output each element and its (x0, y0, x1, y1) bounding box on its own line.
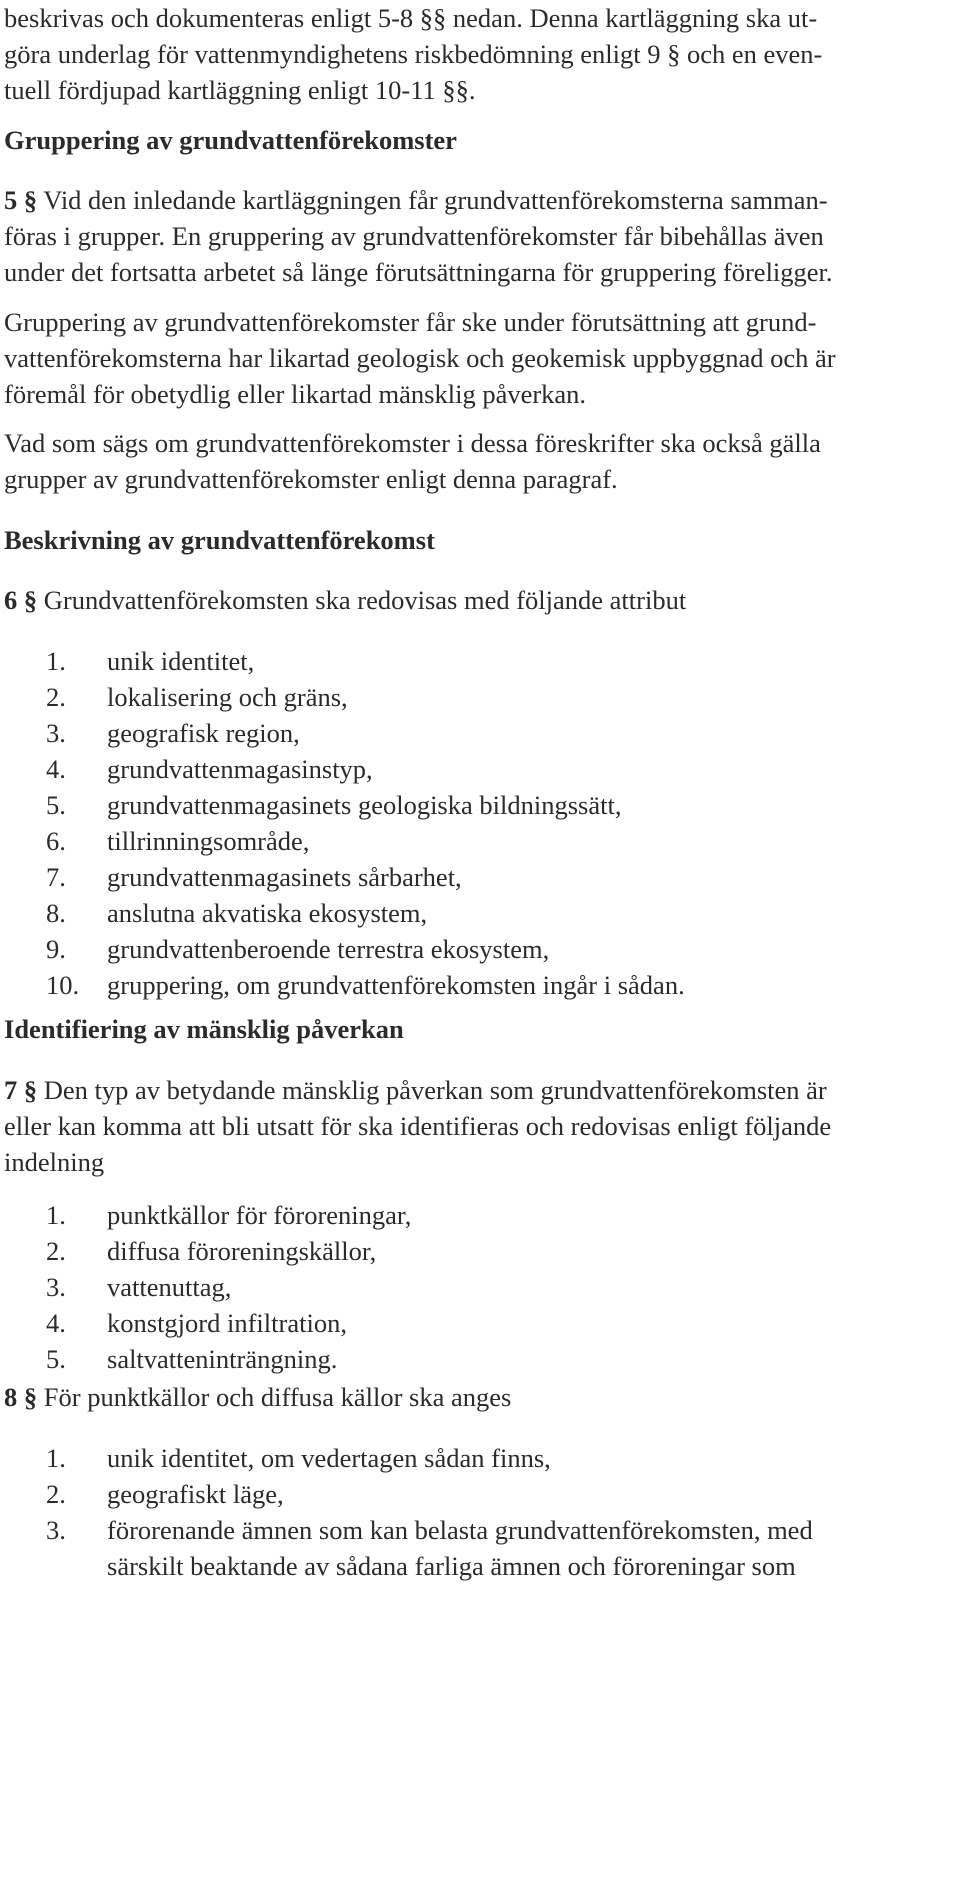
paragraph-5-part-2 (4, 304, 836, 412)
paragraph-number-5: 5 § (4, 185, 38, 215)
impact-list (4, 1197, 411, 1377)
source-list (4, 1440, 813, 1584)
list-item: 4. grundvattenmagasinstyp, (46, 754, 373, 784)
list-item: 6. tillrinningsområde, (46, 826, 310, 856)
paragraph-5-part-2-line-3: föremål för obetydlig eller likartad mänsklig påverkan. (4, 379, 587, 409)
attribute-list (4, 643, 685, 1003)
section-heading-gruppering: Gruppering av grundvattenförekomster (4, 125, 457, 155)
list-item: 1. unik identitet, (46, 646, 255, 676)
list-item: 2. geografiskt läge, (46, 1479, 284, 1509)
list-item: 4. konstgjord infiltration, (46, 1308, 347, 1338)
intro-line-2: göra underlag för vattenmyndighetens riskbedömning enligt 9 § och en even- (4, 39, 823, 69)
paragraph-5-part-3-line-2: grupper av grundvattenförekomster enligt denna paragraf. (4, 464, 618, 494)
paragraph-6-lead: 6 § Grundvattenförekomsten ska redovisas med följande attribut (4, 585, 687, 615)
paragraph-5-part-3-line-1: Vad som sägs om grundvattenförekomster i dessa föreskrifter ska också gälla (4, 428, 821, 458)
list-item: 3. förorenande ämnen som kan belasta grundvattenförekomsten, med (46, 1515, 813, 1545)
list-item: 10. gruppering, om grundvattenförekomsten ingår i sådan. (46, 970, 685, 1000)
list-item: 1. punktkällor för föroreningar, (46, 1200, 412, 1230)
paragraph-5 (4, 182, 833, 290)
list-item: 3. geografisk region, (46, 718, 300, 748)
paragraph-7 (4, 1072, 831, 1180)
list-item: 2. lokalisering och gräns, (46, 682, 348, 712)
paragraph-number-6: 6 § (4, 585, 38, 615)
paragraph-5-line-1: 5 § Vid den inledande kartläggningen får grundvattenförekomsterna samman- (4, 185, 828, 215)
section-heading-beskrivning: Beskrivning av grundvattenförekomst (4, 525, 435, 555)
paragraph-7-line-3: indelning (4, 1147, 105, 1177)
paragraph-7-line-2: eller kan komma att bli utsatt för ska identifieras och redovisas enligt följande (4, 1111, 832, 1141)
list-item: 9. grundvattenberoende terrestra ekosystem, (46, 934, 550, 964)
paragraph-5-line-3: under det fortsatta arbetet så länge förutsättningarna för gruppering föreligger. (4, 257, 833, 287)
list-item: 5. grundvattenmagasinets geologiska bildningssätt, (46, 790, 622, 820)
intro-line-3: tuell fördjupad kartläggning enligt 10-11 §§. (4, 75, 476, 105)
list-item: 5. saltvatteninträngning. (46, 1344, 338, 1374)
list-item: 2. diffusa föroreningskällor, (46, 1236, 377, 1266)
intro-line-1: beskrivas och dokumenteras enligt 5-8 §§ nedan. Denna kartläggning ska ut- (4, 3, 818, 33)
paragraph-number-8: 8 § (4, 1382, 38, 1412)
list-item: 3. vattenuttag, (46, 1272, 232, 1302)
section-heading-identifiering: Identifiering av mänsklig påverkan (4, 1014, 404, 1044)
paragraph-5-part-2-line-2: vattenförekomsterna har likartad geologisk och geokemisk uppbyggnad och är (4, 343, 836, 373)
paragraph-5-part-2-line-1: Gruppering av grundvattenförekomster får ske under förutsättning att grund- (4, 307, 817, 337)
list-item: 7. grundvattenmagasinets sårbarhet, (46, 862, 462, 892)
list-item-continuation: särskilt beaktande av sådana farliga ämnen och föroreningar som (107, 1551, 796, 1581)
paragraph-5-part-3 (4, 425, 821, 497)
paragraph-8-lead: 8 § För punktkällor och diffusa källor ska anges (4, 1382, 512, 1412)
list-item: 8. anslutna akvatiska ekosystem, (46, 898, 428, 928)
list-item: 1. unik identitet, om vedertagen sådan finns, (46, 1443, 551, 1473)
paragraph-5-line-2: föras i grupper. En gruppering av grundvattenförekomster får bibehållas även (4, 221, 824, 251)
paragraph-number-7: 7 § (4, 1075, 38, 1105)
paragraph-7-line-1: 7 § Den typ av betydande mänsklig påverkan som grundvattenförekomsten är (4, 1075, 827, 1105)
intro-paragraph (4, 0, 822, 108)
